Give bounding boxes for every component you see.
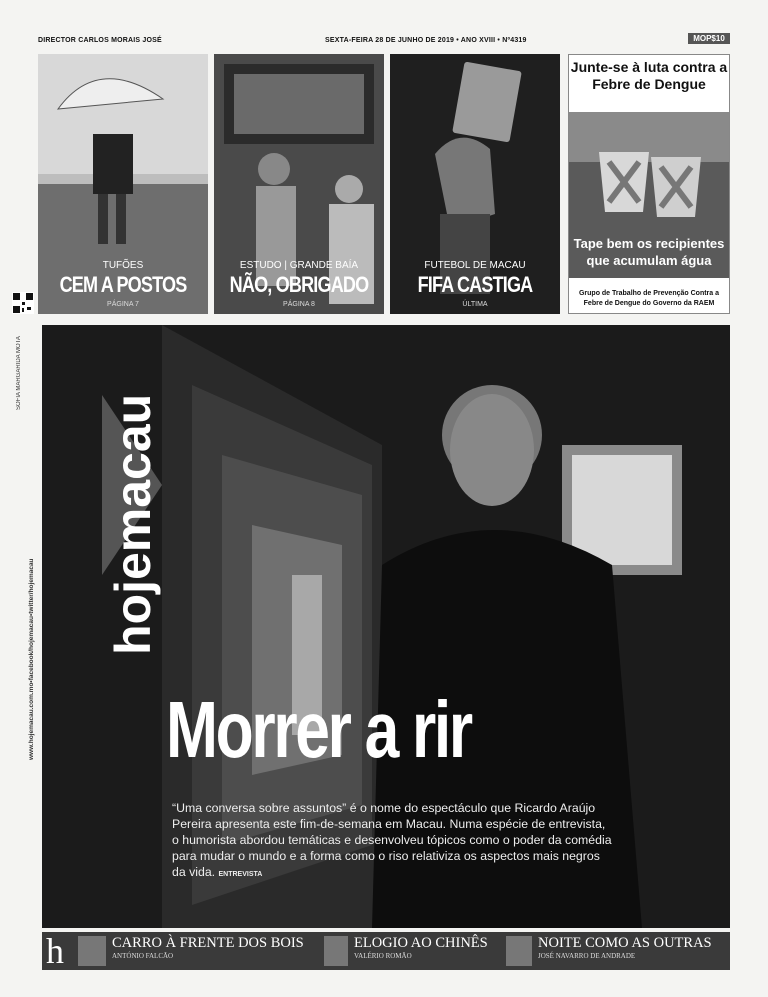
main-headline: Morrer a rir [166, 685, 471, 774]
teaser-page: ÚLTIMA [462, 301, 488, 308]
qr-code-icon[interactable] [12, 292, 34, 314]
ad-text: Tape bem os recipientes que acumulam água [573, 236, 725, 268]
social-links[interactable]: www.hojemacau.com.mo•facebook/hojemacau•twitter/hojemacau [28, 558, 35, 760]
author-photo-2 [324, 936, 348, 966]
opinion-item-1[interactable] [112, 935, 304, 960]
author-photo-1 [78, 936, 106, 966]
masthead-director [38, 37, 162, 44]
author-photo-3 [506, 936, 532, 966]
dateline: SEXTA-FEIRA 28 DE JUNHO DE 2019 • ANO XVIII • Nº4319 [325, 37, 527, 44]
teaser-kicker: TUFÕES [102, 260, 144, 271]
main-story[interactable] [42, 325, 730, 928]
director-label: DIRECTOR [38, 37, 77, 44]
ad-footer: Grupo de Trabalho de Prevenção Contra a Febre de Dengue do Governo da RAEM [578, 290, 720, 307]
price-badge: MOP$10 [688, 33, 730, 44]
opinion-author: JOSÉ NAVARRO DE ANDRADE [538, 952, 636, 960]
bottom-opinion-bar [42, 932, 730, 970]
opinion-title: NOITE COMO AS OUTRAS [538, 935, 712, 951]
teaser-kicker: FUTEBOL DE MACAU [424, 260, 526, 271]
hojemacau-logo[interactable] [82, 355, 162, 675]
teaser-page: PÁGINA 7 [107, 301, 139, 308]
section-tag: ENTREVISTA [218, 871, 263, 878]
opinion-title: CARRO À FRENTE DOS BOIS [112, 935, 304, 951]
ad-title: Junte-se à luta contra a Febre de Dengue [570, 59, 728, 92]
lede-text: “Uma conversa sobre assuntos” é o nome do espectáculo que Ricardo Araújo Pereira apresenta este fim-de-semana em Macau. Numa espécie de entrevista, o humorista abordou temáticas e desenvolveu tópicos como o poder da comédia para mudar o mundo e a forma como o riso relativiza os aspectos mais negros da vida. [172, 801, 612, 879]
logo-wordmark: hojemacau [105, 393, 161, 655]
teaser-page: PÁGINA 8 [283, 301, 315, 308]
teaser-kicker: ESTUDO | GRANDE BAÍA [239, 260, 359, 271]
opinion-item-3[interactable] [538, 935, 712, 960]
teaser-headline: NÃO, OBRIGADO [229, 272, 369, 297]
teaser-headline: CEM A POSTOS [59, 272, 187, 297]
photo-credit: SOFIA MARGARIDA MOTA [16, 336, 22, 410]
teaser-grande-baia[interactable] [214, 54, 384, 314]
teaser-tufoes[interactable] [38, 54, 208, 314]
opinion-author: VALÉRIO ROMÃO [354, 952, 412, 960]
director-name: CARLOS MORAIS JOSÉ [78, 37, 162, 44]
opinion-title: ELOGIO AO CHINÊS [354, 935, 488, 951]
h-logo-icon: h [46, 931, 64, 971]
teaser-fifa[interactable] [390, 54, 560, 314]
opinion-item-2[interactable] [354, 935, 488, 960]
opinion-author: ANTÓNIO FALCÃO [112, 952, 174, 960]
main-lede [172, 800, 612, 883]
teaser-headline: FIFA CASTIGA [417, 272, 533, 297]
dengue-ad[interactable] [568, 54, 730, 314]
